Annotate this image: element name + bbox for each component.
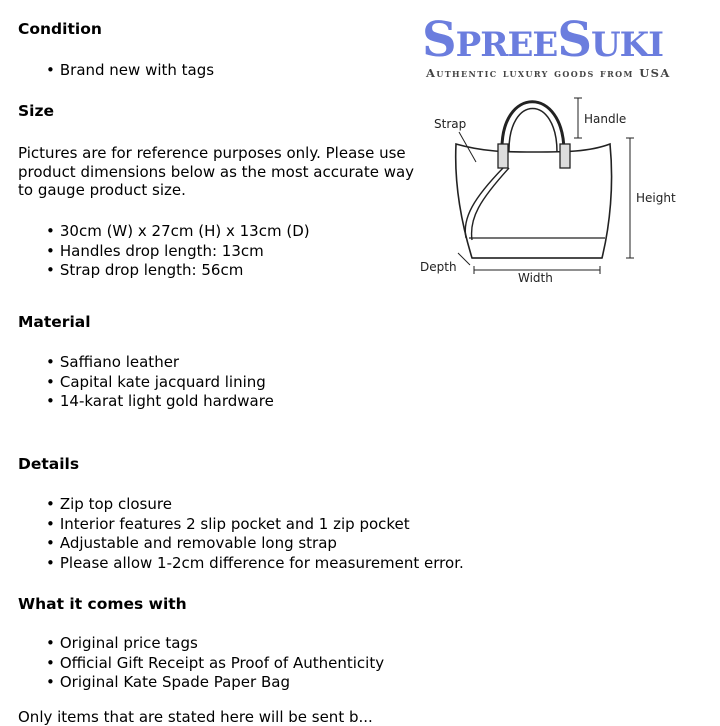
list-item: • Capital kate jacquard lining: [46, 373, 274, 393]
brand-logo: [422, 12, 720, 80]
width-label: Width: [518, 271, 553, 285]
height-label: Height: [636, 191, 676, 205]
comes-with-heading: What it comes with: [18, 595, 187, 613]
list-item: • Original Kate Spade Paper Bag: [46, 673, 384, 693]
list-item: • Brand new with tags: [46, 61, 214, 81]
material-list: [46, 353, 274, 412]
condition-heading: Condition: [18, 20, 102, 38]
size-paragraph: Pictures are for reference purposes only. Please use product dimensions below as the most accurate way to gauge product size.: [18, 144, 415, 199]
condition-list: [46, 61, 214, 81]
list-item: • Handles drop length: 13cm: [46, 242, 310, 262]
size-heading: Size: [18, 102, 55, 120]
size-list: [46, 222, 310, 281]
bag-dimension-diagram: [414, 90, 714, 290]
footer-partial-text: Only items that are stated here will be sent b...: [18, 708, 373, 726]
list-item: • Interior features 2 slip pocket and 1 zip pocket: [46, 515, 464, 535]
list-item: • Official Gift Receipt as Proof of Authenticity: [46, 654, 384, 674]
strap-label: Strap: [434, 117, 467, 131]
list-item: • Zip top closure: [46, 495, 464, 515]
list-item: • Strap drop length: 56cm: [46, 261, 310, 281]
list-item: • Please allow 1-2cm difference for measurement error.: [46, 554, 464, 574]
material-heading: Material: [18, 313, 91, 331]
depth-label: Depth: [420, 260, 457, 274]
list-item: • Saffiano leather: [46, 353, 274, 373]
details-list: [46, 495, 464, 573]
brand-tagline: Authentic luxury goods from USA: [426, 66, 671, 80]
list-item: • Adjustable and removable long strap: [46, 534, 464, 554]
comes-with-list: [46, 634, 384, 693]
handle-label: Handle: [584, 112, 627, 126]
list-item: • Original price tags: [46, 634, 384, 654]
brand-name: SpreeSuki: [422, 12, 664, 68]
list-item: • 30cm (W) x 27cm (H) x 13cm (D): [46, 222, 310, 242]
details-heading: Details: [18, 455, 80, 473]
list-item: • 14-karat light gold hardware: [46, 392, 274, 412]
